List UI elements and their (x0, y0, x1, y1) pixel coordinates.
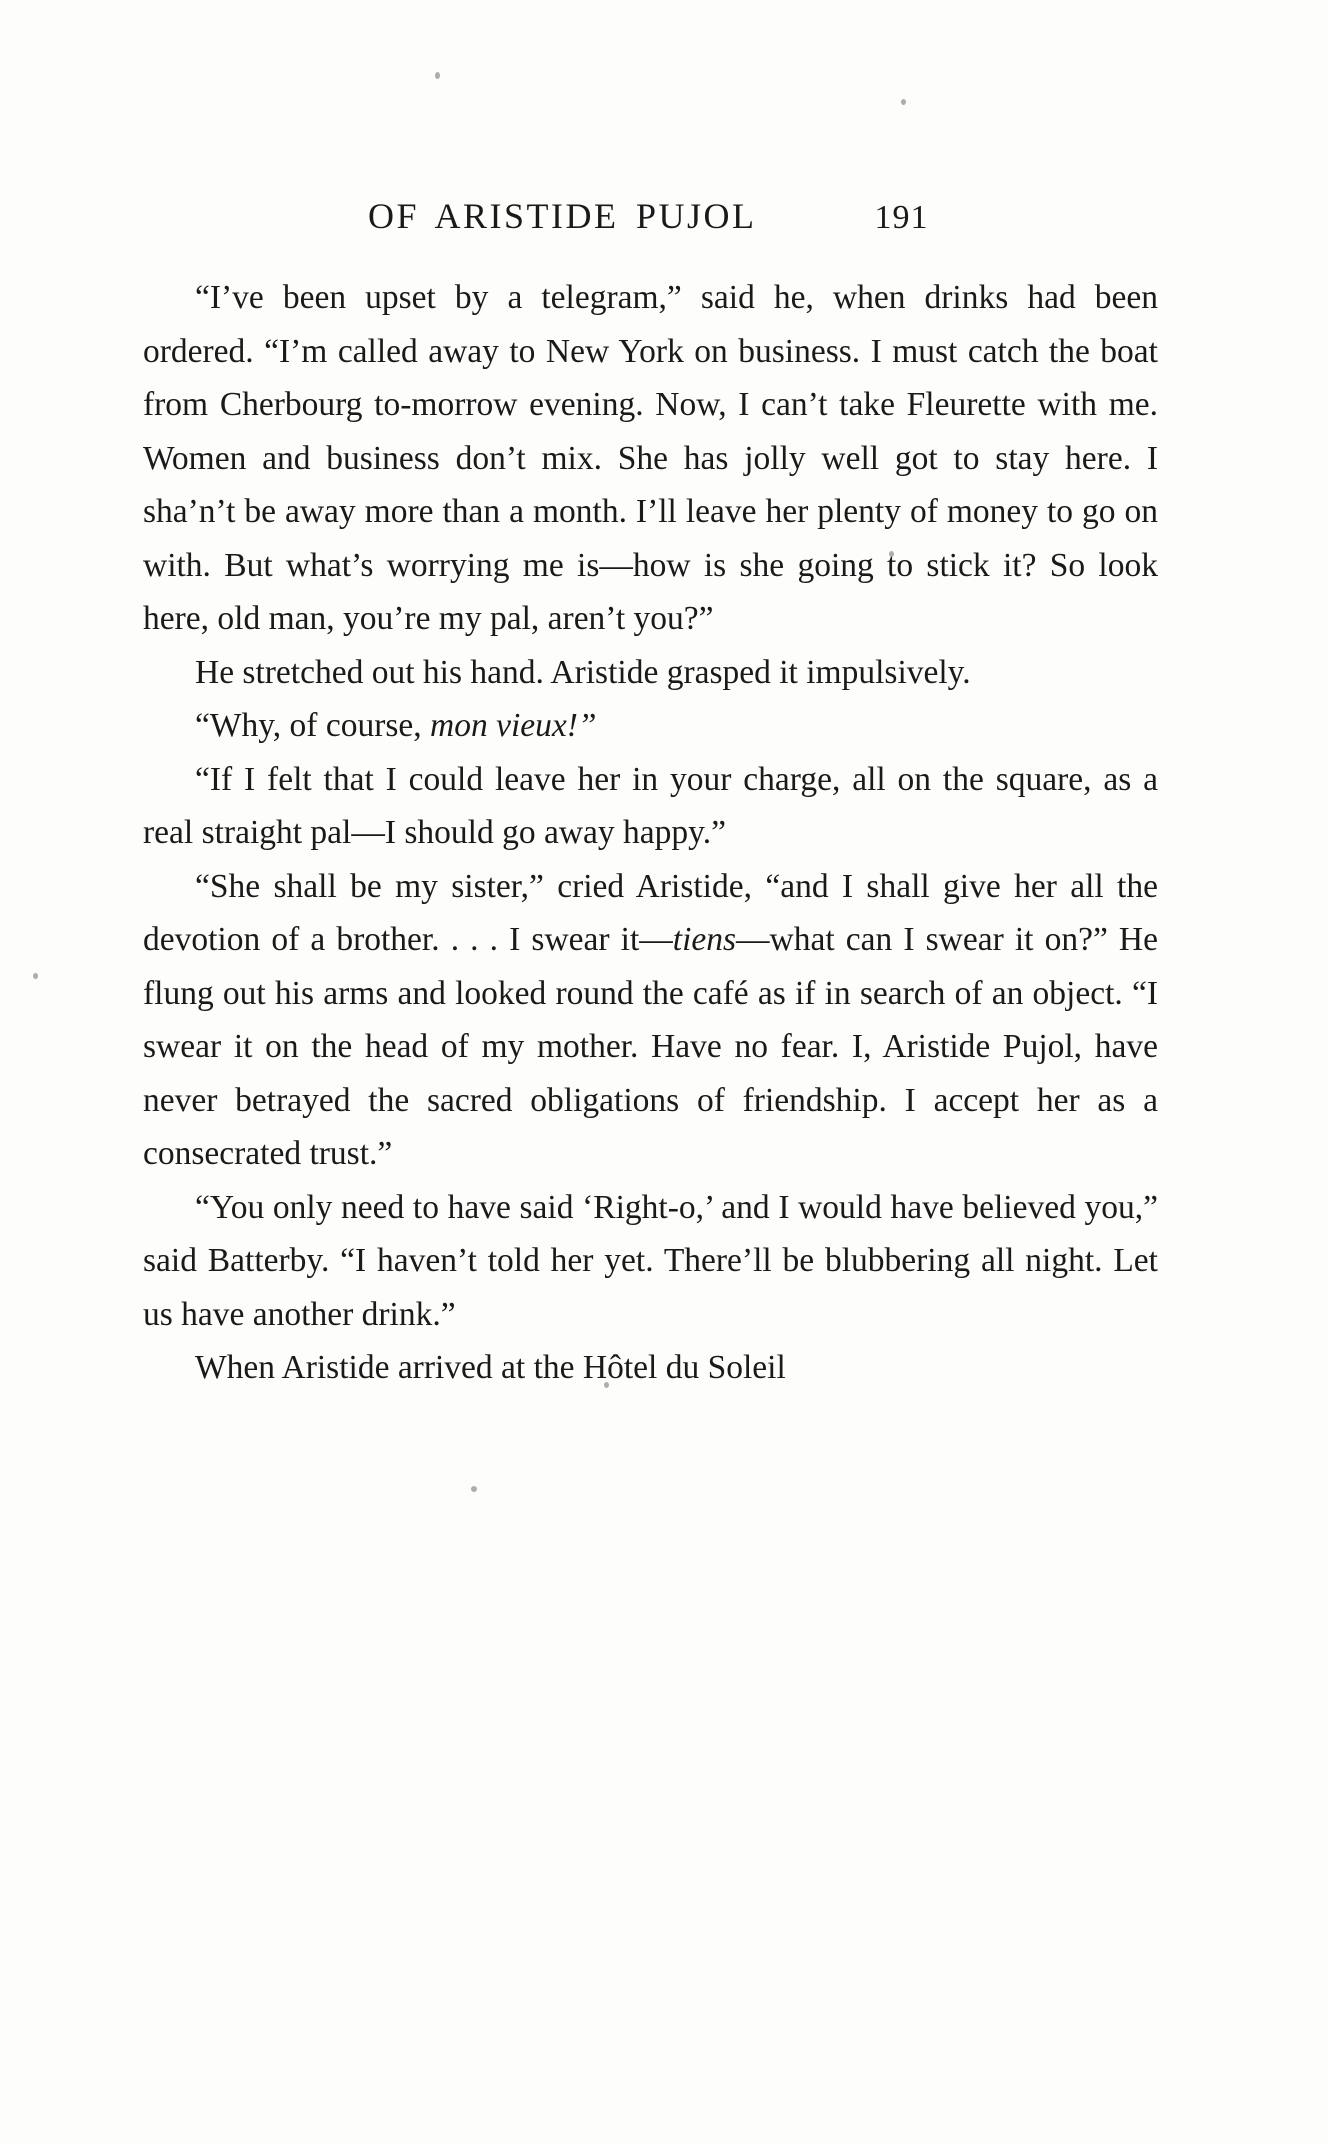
page-content (143, 195, 1158, 1395)
paragraph (143, 271, 1158, 646)
text-run: “You only need to have said ‘Right-o,’ and I would have believed you,” said Batterby. “I haven’t told her yet. There’ll be blubbering all night. Let us have another drink.” (143, 1188, 1158, 1333)
text-run: “I’ve been upset by a telegram,” said he, when drinks had been ordered. “I’m called away to New York on business. I must catch the boat from Cherbourg to-morrow evening. Now, I can’t take Fleurette with me. Women and business don’t mix. She has jolly well got to stay here. I sha’n’t be away more than a month. I’ll leave her plenty of money to go on with. But what’s worrying me is—how is she going to stick it? So look here, old man, you’re my pal, aren’t you?” (143, 279, 1158, 637)
text-run: “Why, of course, (195, 707, 431, 744)
paragraph (143, 860, 1158, 1181)
paragraph (143, 753, 1158, 860)
text-run: When Aristide arrived at the Hôtel du Soleil (195, 1349, 786, 1386)
running-head: OF ARISTIDE PUJOL (368, 196, 757, 236)
text-run: He stretched out his hand. Aristide grasped it impulsively. (195, 653, 971, 691)
text-run: “If I felt that I could leave her in your charge, all on the square, as a real straight pal—I should go away happy.” (143, 760, 1158, 851)
paragraph (143, 699, 1158, 753)
scan-speckle (901, 99, 906, 105)
italic-run: tiens (672, 921, 737, 958)
page-number: 191 (874, 199, 929, 236)
paragraph (143, 1181, 1158, 1342)
page-header (143, 195, 1158, 237)
scan-speckle (435, 72, 440, 79)
body-text (143, 271, 1158, 1395)
paragraph (143, 646, 1158, 700)
text-run: —what can I swear it on?” He flung out his arms and looked round the café as if in search of an object. “I swear it on the head of my mother. Have no fear. I, Aristide Pujol, have never betrayed the sacred obligations of friendship. I accept her as a consecrated trust.” (143, 921, 1158, 1172)
text-run: “She shall be my sister,” cried Aristide, “and I shall give her all the devotion of a brother. . . . I swear it— (143, 867, 1158, 958)
italic-run: mon vieux!” (430, 707, 597, 744)
paragraph (143, 1341, 1158, 1395)
scan-speckle (33, 973, 38, 979)
scan-speckle (471, 1486, 477, 1492)
